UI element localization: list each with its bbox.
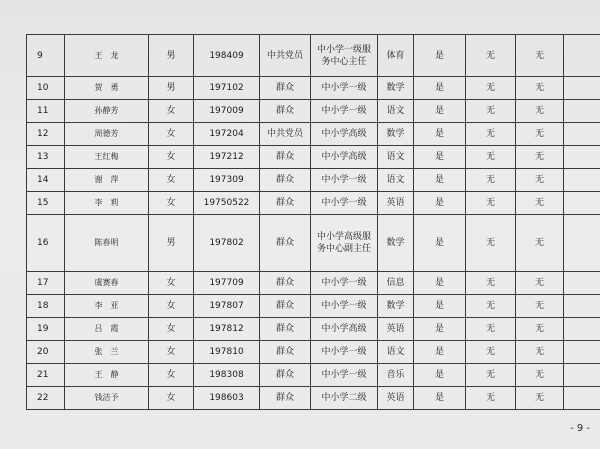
cell-serial-no: 12 [27,123,65,146]
cell-professional-title: 中小学一级 [311,272,378,295]
cell-professional-title: 中小学高级 [311,318,378,341]
cell-col-10: 无 [516,387,564,410]
cell-birth-date: 197812 [194,318,260,341]
cell-subject: 体育 [378,35,414,77]
cell-col-9: 无 [466,387,516,410]
cell-political-status: 群众 [260,77,311,100]
cell-serial-no: 17 [27,272,65,295]
cell-serial-no: 16 [27,215,65,272]
cell-col-9: 无 [466,341,516,364]
cell-name: 谢 萍 [65,169,149,192]
cell-gender: 女 [149,272,194,295]
cell-qualified: 是 [414,364,466,387]
table-row [27,318,600,341]
cell-serial-no: 22 [27,387,65,410]
cell-col-10: 无 [516,123,564,146]
cell-name: 钱洁予 [65,387,149,410]
table-row [27,215,600,272]
cell-gender: 女 [149,192,194,215]
cell-subject: 语文 [378,169,414,192]
staff-table [26,34,600,410]
cell-subject: 数学 [378,77,414,100]
cell-col-10: 无 [516,35,564,77]
cell-col-11 [564,364,600,387]
cell-birth-date: 197810 [194,341,260,364]
cell-subject: 英语 [378,318,414,341]
cell-serial-no: 9 [27,35,65,77]
cell-gender: 女 [149,123,194,146]
cell-col-10: 无 [516,295,564,318]
page-number: - 9 - [570,423,590,434]
cell-qualified: 是 [414,77,466,100]
cell-col-10: 无 [516,272,564,295]
cell-col-9: 无 [466,215,516,272]
cell-political-status: 群众 [260,295,311,318]
cell-birth-date: 197102 [194,77,260,100]
cell-col-11 [564,341,600,364]
cell-serial-no: 20 [27,341,65,364]
cell-col-10: 无 [516,341,564,364]
cell-col-11 [564,100,600,123]
cell-serial-no: 11 [27,100,65,123]
cell-political-status: 群众 [260,318,311,341]
cell-qualified: 是 [414,169,466,192]
cell-professional-title: 中小学高级 [311,146,378,169]
cell-col-10: 无 [516,77,564,100]
cell-col-11 [564,387,600,410]
table-row [27,364,600,387]
cell-birth-date: 198308 [194,364,260,387]
cell-name: 周德芳 [65,123,149,146]
cell-qualified: 是 [414,192,466,215]
cell-qualified: 是 [414,35,466,77]
cell-subject: 语文 [378,341,414,364]
cell-name: 贺 勇 [65,77,149,100]
cell-gender: 女 [149,341,194,364]
cell-col-9: 无 [466,318,516,341]
table-row [27,77,600,100]
cell-birth-date: 197709 [194,272,260,295]
cell-gender: 女 [149,318,194,341]
cell-col-10: 无 [516,192,564,215]
cell-col-9: 无 [466,123,516,146]
cell-subject: 数学 [378,123,414,146]
cell-name: 虞赛春 [65,272,149,295]
cell-political-status: 中共党员 [260,123,311,146]
cell-political-status: 群众 [260,387,311,410]
cell-qualified: 是 [414,100,466,123]
cell-political-status: 群众 [260,341,311,364]
cell-serial-no: 21 [27,364,65,387]
cell-col-11 [564,169,600,192]
cell-serial-no: 18 [27,295,65,318]
cell-col-10: 无 [516,169,564,192]
cell-serial-no: 19 [27,318,65,341]
cell-gender: 女 [149,146,194,169]
cell-serial-no: 15 [27,192,65,215]
cell-professional-title: 中小学一级服务中心主任 [311,35,378,77]
cell-birth-date: 198409 [194,35,260,77]
cell-subject: 英语 [378,387,414,410]
cell-political-status: 群众 [260,215,311,272]
cell-qualified: 是 [414,387,466,410]
cell-political-status: 群众 [260,169,311,192]
cell-gender: 男 [149,77,194,100]
cell-political-status: 群众 [260,272,311,295]
cell-professional-title: 中小学一级 [311,295,378,318]
cell-gender: 女 [149,295,194,318]
cell-col-9: 无 [466,169,516,192]
cell-serial-no: 10 [27,77,65,100]
cell-col-11 [564,272,600,295]
cell-col-10: 无 [516,318,564,341]
cell-subject: 数学 [378,215,414,272]
cell-professional-title: 中小学高级服务中心副主任 [311,215,378,272]
cell-name: 张 兰 [65,341,149,364]
cell-subject: 语文 [378,100,414,123]
cell-col-9: 无 [466,192,516,215]
cell-serial-no: 14 [27,169,65,192]
table-row [27,387,600,410]
cell-name: 吕 霞 [65,318,149,341]
cell-professional-title: 中小学高级 [311,123,378,146]
table-row [27,100,600,123]
table-row [27,35,600,77]
cell-birth-date: 198603 [194,387,260,410]
cell-col-11 [564,215,600,272]
cell-birth-date: 197802 [194,215,260,272]
cell-name: 孙静芳 [65,100,149,123]
cell-col-11 [564,77,600,100]
cell-professional-title: 中小学一级 [311,77,378,100]
cell-political-status: 群众 [260,100,311,123]
cell-gender: 女 [149,387,194,410]
cell-qualified: 是 [414,123,466,146]
cell-professional-title: 中小学二级 [311,387,378,410]
cell-birth-date: 197309 [194,169,260,192]
cell-birth-date: 197009 [194,100,260,123]
cell-political-status: 群众 [260,364,311,387]
cell-name: 王 静 [65,364,149,387]
cell-gender: 男 [149,215,194,272]
cell-political-status: 群众 [260,192,311,215]
cell-professional-title: 中小学一级 [311,364,378,387]
cell-name: 李 莉 [65,192,149,215]
table-row [27,295,600,318]
cell-col-11 [564,318,600,341]
cell-col-11 [564,295,600,318]
cell-qualified: 是 [414,146,466,169]
cell-col-9: 无 [466,295,516,318]
cell-political-status: 中共党员 [260,35,311,77]
table-row [27,123,600,146]
cell-col-9: 无 [466,146,516,169]
cell-name: 陈春明 [65,215,149,272]
cell-col-10: 无 [516,215,564,272]
cell-col-9: 无 [466,100,516,123]
cell-gender: 女 [149,100,194,123]
cell-col-9: 无 [466,77,516,100]
cell-gender: 女 [149,364,194,387]
cell-birth-date: 197807 [194,295,260,318]
cell-professional-title: 中小学一级 [311,192,378,215]
cell-name: 李 亚 [65,295,149,318]
cell-col-11 [564,123,600,146]
cell-gender: 男 [149,35,194,77]
cell-subject: 语文 [378,146,414,169]
cell-subject: 音乐 [378,364,414,387]
cell-political-status: 群众 [260,146,311,169]
cell-birth-date: 19750522 [194,192,260,215]
cell-col-9: 无 [466,272,516,295]
cell-qualified: 是 [414,272,466,295]
cell-col-11 [564,146,600,169]
cell-subject: 信息 [378,272,414,295]
cell-professional-title: 中小学一级 [311,341,378,364]
cell-col-10: 无 [516,364,564,387]
cell-birth-date: 197212 [194,146,260,169]
cell-qualified: 是 [414,341,466,364]
table-row [27,169,600,192]
cell-qualified: 是 [414,215,466,272]
cell-col-10: 无 [516,146,564,169]
cell-subject: 英语 [378,192,414,215]
cell-serial-no: 13 [27,146,65,169]
table-row [27,272,600,295]
table-row [27,192,600,215]
cell-gender: 女 [149,169,194,192]
cell-professional-title: 中小学一级 [311,100,378,123]
cell-col-9: 无 [466,364,516,387]
cell-col-11 [564,35,600,77]
cell-col-10: 无 [516,100,564,123]
cell-qualified: 是 [414,295,466,318]
cell-name: 王 龙 [65,35,149,77]
cell-birth-date: 197204 [194,123,260,146]
table-row [27,146,600,169]
cell-subject: 数学 [378,295,414,318]
cell-professional-title: 中小学一级 [311,169,378,192]
table-row [27,341,600,364]
cell-col-11 [564,192,600,215]
table-body [27,35,600,410]
cell-name: 王红梅 [65,146,149,169]
cell-col-9: 无 [466,35,516,77]
cell-qualified: 是 [414,318,466,341]
